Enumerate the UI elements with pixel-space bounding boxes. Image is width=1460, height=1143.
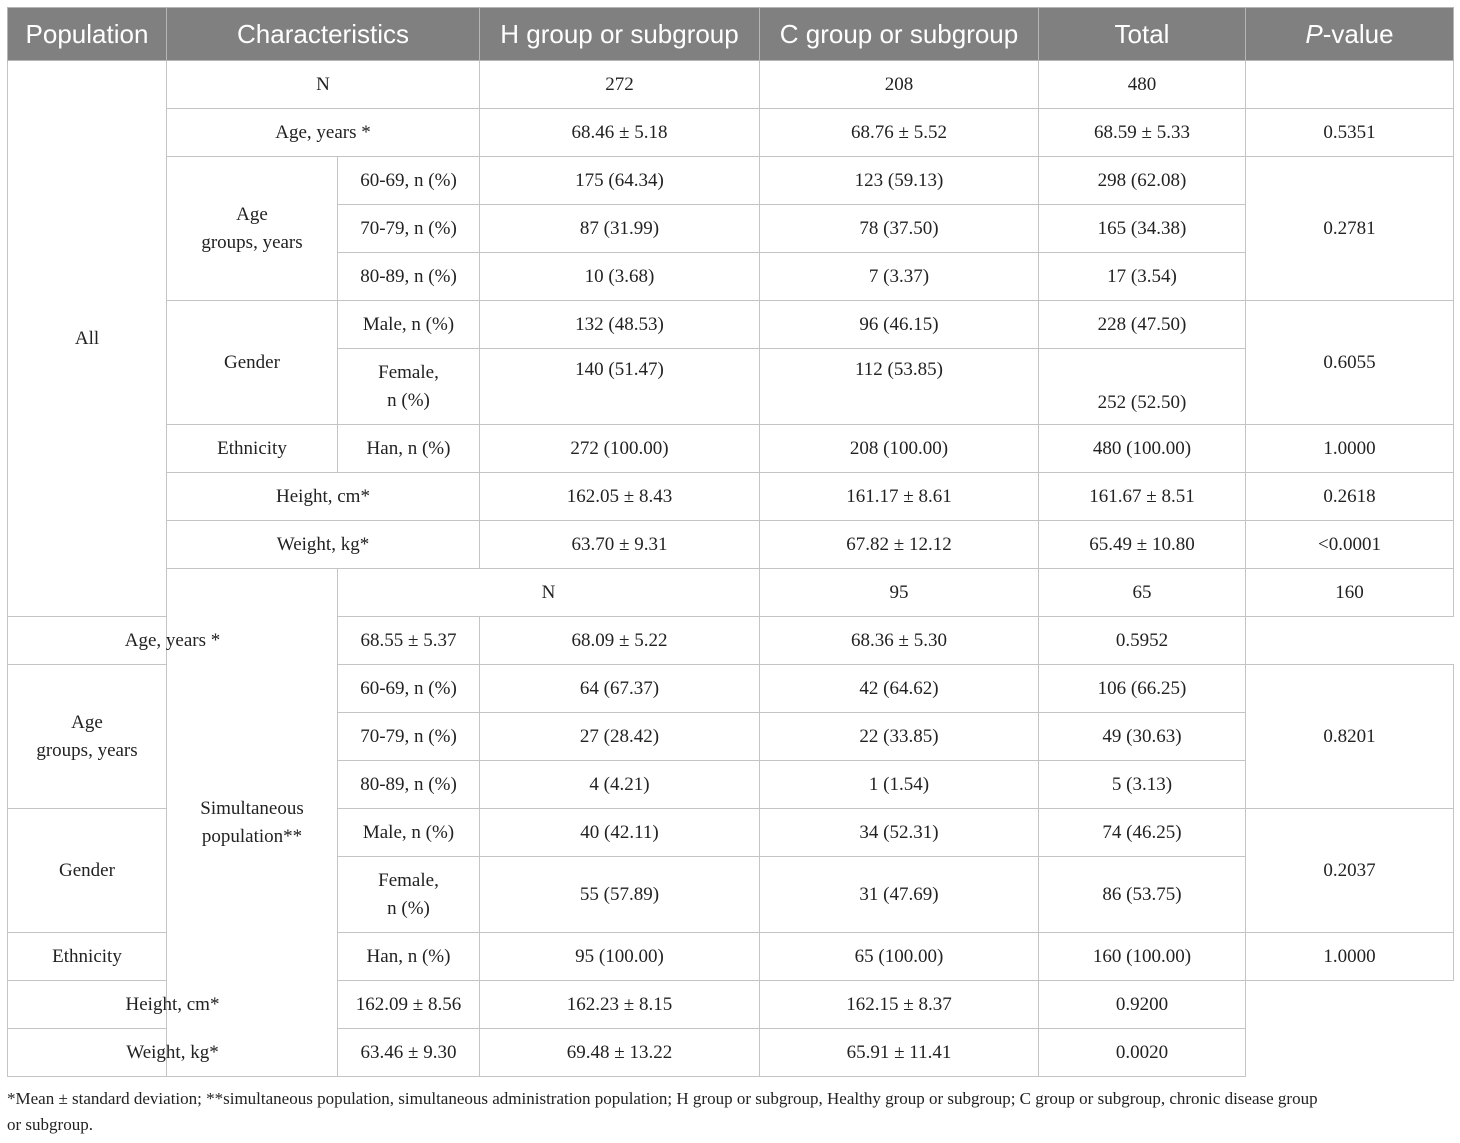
cell-p: 0.5952 bbox=[1039, 617, 1246, 665]
sub-label: 80-89, n (%) bbox=[338, 761, 480, 809]
header-p-value bbox=[1246, 8, 1454, 61]
cell-h: 68.46 ± 5.18 bbox=[480, 109, 760, 157]
footnote-line: *Mean ± standard deviation; **simultaneous population, simultaneous administration population; H group or subgroup, Healthy group or subgroup; C group or subgroup, chronic disease group bbox=[7, 1089, 1318, 1108]
sub-label: 80-89, n (%) bbox=[338, 253, 480, 301]
cell-total: 160 (100.00) bbox=[1039, 933, 1246, 981]
cell-p bbox=[1246, 61, 1454, 109]
cell-c: 69.48 ± 13.22 bbox=[480, 1029, 760, 1077]
cell-p: 0.6055 bbox=[1246, 301, 1454, 425]
cell-p: 0.2781 bbox=[1246, 157, 1454, 301]
table-row bbox=[8, 157, 1454, 205]
row-label: Height, cm* bbox=[167, 473, 480, 521]
table-row bbox=[8, 301, 1454, 349]
cell-c: 65 bbox=[1039, 569, 1246, 617]
group-label: Age groups, years bbox=[8, 665, 167, 809]
cell-c: 208 bbox=[760, 61, 1039, 109]
header-h-group: H group or subgroup bbox=[480, 8, 760, 61]
cell-total: 74 (46.25) bbox=[1039, 809, 1246, 857]
cell-total: 160 bbox=[1246, 569, 1454, 617]
cell-c: 208 (100.00) bbox=[760, 425, 1039, 473]
cell-c: 96 (46.15) bbox=[760, 301, 1039, 349]
group-label: Gender bbox=[167, 301, 338, 425]
cell-h: 162.09 ± 8.56 bbox=[338, 981, 480, 1029]
sub-label: Han, n (%) bbox=[338, 425, 480, 473]
group-label: Ethnicity bbox=[167, 425, 338, 473]
cell-c: 112 (53.85) bbox=[760, 349, 1039, 425]
cell-p: 0.2037 bbox=[1246, 809, 1454, 933]
population-cell: Simultaneous population** bbox=[167, 569, 338, 1077]
cell-p: 0.9200 bbox=[1039, 981, 1246, 1029]
row-label: N bbox=[167, 61, 480, 109]
cell-total: 5 (3.13) bbox=[1039, 761, 1246, 809]
row-label: Age, years * bbox=[167, 109, 480, 157]
header-characteristics: Characteristics bbox=[167, 8, 480, 61]
cell-h: 27 (28.42) bbox=[480, 713, 760, 761]
row-label: Height, cm* bbox=[8, 981, 338, 1029]
cell-c: 42 (64.62) bbox=[760, 665, 1039, 713]
cell-h: 4 (4.21) bbox=[480, 761, 760, 809]
group-label: Age groups, years bbox=[167, 157, 338, 301]
cell-total: 165 (34.38) bbox=[1039, 205, 1246, 253]
footnote-line: or subgroup. bbox=[7, 1115, 93, 1134]
cell-h: 64 (67.37) bbox=[480, 665, 760, 713]
cell-c: 34 (52.31) bbox=[760, 809, 1039, 857]
cell-total: 106 (66.25) bbox=[1039, 665, 1246, 713]
cell-c: 1 (1.54) bbox=[760, 761, 1039, 809]
cell-c: 67.82 ± 12.12 bbox=[760, 521, 1039, 569]
sub-label: 70-79, n (%) bbox=[338, 205, 480, 253]
cell-total: 298 (62.08) bbox=[1039, 157, 1246, 205]
p-italic: P bbox=[1305, 18, 1323, 49]
header-population: Population bbox=[8, 8, 167, 61]
cell-h: 272 (100.00) bbox=[480, 425, 760, 473]
cell-h: 87 (31.99) bbox=[480, 205, 760, 253]
sub-label: 60-69, n (%) bbox=[338, 665, 480, 713]
cell-total: 480 (100.00) bbox=[1039, 425, 1246, 473]
table-row bbox=[8, 61, 1454, 109]
cell-h: 272 bbox=[480, 61, 760, 109]
sub-label: Han, n (%) bbox=[338, 933, 480, 981]
cell-h: 95 bbox=[760, 569, 1039, 617]
cell-c: 78 (37.50) bbox=[760, 205, 1039, 253]
table-row bbox=[8, 473, 1454, 521]
header-row bbox=[8, 8, 1454, 61]
sub-label: Female, n (%) bbox=[338, 349, 480, 425]
table-row bbox=[8, 425, 1454, 473]
cell-c: 65 (100.00) bbox=[760, 933, 1039, 981]
cell-p: <0.0001 bbox=[1246, 521, 1454, 569]
sub-label: Male, n (%) bbox=[338, 809, 480, 857]
population-cell: All bbox=[8, 61, 167, 617]
row-label: Weight, kg* bbox=[167, 521, 480, 569]
sub-label: 70-79, n (%) bbox=[338, 713, 480, 761]
sub-label: Female, n (%) bbox=[338, 857, 480, 933]
cell-c: 31 (47.69) bbox=[760, 857, 1039, 933]
cell-h: 140 (51.47) bbox=[480, 349, 760, 425]
cell-total: 68.36 ± 5.30 bbox=[760, 617, 1039, 665]
table-row bbox=[8, 617, 1454, 665]
sub-label: Male, n (%) bbox=[338, 301, 480, 349]
group-label: Gender bbox=[8, 809, 167, 933]
cell-h: 63.46 ± 9.30 bbox=[338, 1029, 480, 1077]
group-label: Ethnicity bbox=[8, 933, 167, 981]
table-row bbox=[8, 569, 1454, 617]
cell-total: 252 (52.50) bbox=[1039, 349, 1246, 425]
cell-total: 65.91 ± 11.41 bbox=[760, 1029, 1039, 1077]
cell-h: 55 (57.89) bbox=[480, 857, 760, 933]
cell-h: 10 (3.68) bbox=[480, 253, 760, 301]
table-row bbox=[8, 1029, 1454, 1077]
cell-total: 161.67 ± 8.51 bbox=[1039, 473, 1246, 521]
cell-h: 40 (42.11) bbox=[480, 809, 760, 857]
cell-h: 95 (100.00) bbox=[480, 933, 760, 981]
p-rest: -value bbox=[1322, 18, 1394, 49]
row-label: Age, years * bbox=[8, 617, 338, 665]
cell-total: 17 (3.54) bbox=[1039, 253, 1246, 301]
cell-c: 7 (3.37) bbox=[760, 253, 1039, 301]
cell-total: 86 (53.75) bbox=[1039, 857, 1246, 933]
baseline-characteristics-table bbox=[7, 7, 1454, 1077]
cell-p: 1.0000 bbox=[1246, 425, 1454, 473]
row-label: N bbox=[338, 569, 760, 617]
cell-total: 65.49 ± 10.80 bbox=[1039, 521, 1246, 569]
cell-total: 228 (47.50) bbox=[1039, 301, 1246, 349]
cell-p: 0.2618 bbox=[1246, 473, 1454, 521]
cell-p: 0.0020 bbox=[1039, 1029, 1246, 1077]
cell-total: 162.15 ± 8.37 bbox=[760, 981, 1039, 1029]
cell-c: 68.76 ± 5.52 bbox=[760, 109, 1039, 157]
table-footnote bbox=[7, 1086, 1453, 1138]
cell-p: 0.8201 bbox=[1246, 665, 1454, 809]
cell-h: 175 (64.34) bbox=[480, 157, 760, 205]
cell-total: 480 bbox=[1039, 61, 1246, 109]
table-row bbox=[8, 109, 1454, 157]
cell-h: 68.55 ± 5.37 bbox=[338, 617, 480, 665]
table-row bbox=[8, 981, 1454, 1029]
cell-c: 68.09 ± 5.22 bbox=[480, 617, 760, 665]
cell-c: 162.23 ± 8.15 bbox=[480, 981, 760, 1029]
cell-h: 132 (48.53) bbox=[480, 301, 760, 349]
table-container bbox=[7, 7, 1453, 1077]
cell-h: 162.05 ± 8.43 bbox=[480, 473, 760, 521]
cell-total: 49 (30.63) bbox=[1039, 713, 1246, 761]
cell-p: 1.0000 bbox=[1246, 933, 1454, 981]
header-c-group: C group or subgroup bbox=[760, 8, 1039, 61]
sub-label: 60-69, n (%) bbox=[338, 157, 480, 205]
cell-h: 63.70 ± 9.31 bbox=[480, 521, 760, 569]
row-label: Weight, kg* bbox=[8, 1029, 338, 1077]
cell-c: 22 (33.85) bbox=[760, 713, 1039, 761]
header-total: Total bbox=[1039, 8, 1246, 61]
table-row bbox=[8, 521, 1454, 569]
cell-p: 0.5351 bbox=[1246, 109, 1454, 157]
cell-c: 123 (59.13) bbox=[760, 157, 1039, 205]
cell-total: 68.59 ± 5.33 bbox=[1039, 109, 1246, 157]
cell-c: 161.17 ± 8.61 bbox=[760, 473, 1039, 521]
